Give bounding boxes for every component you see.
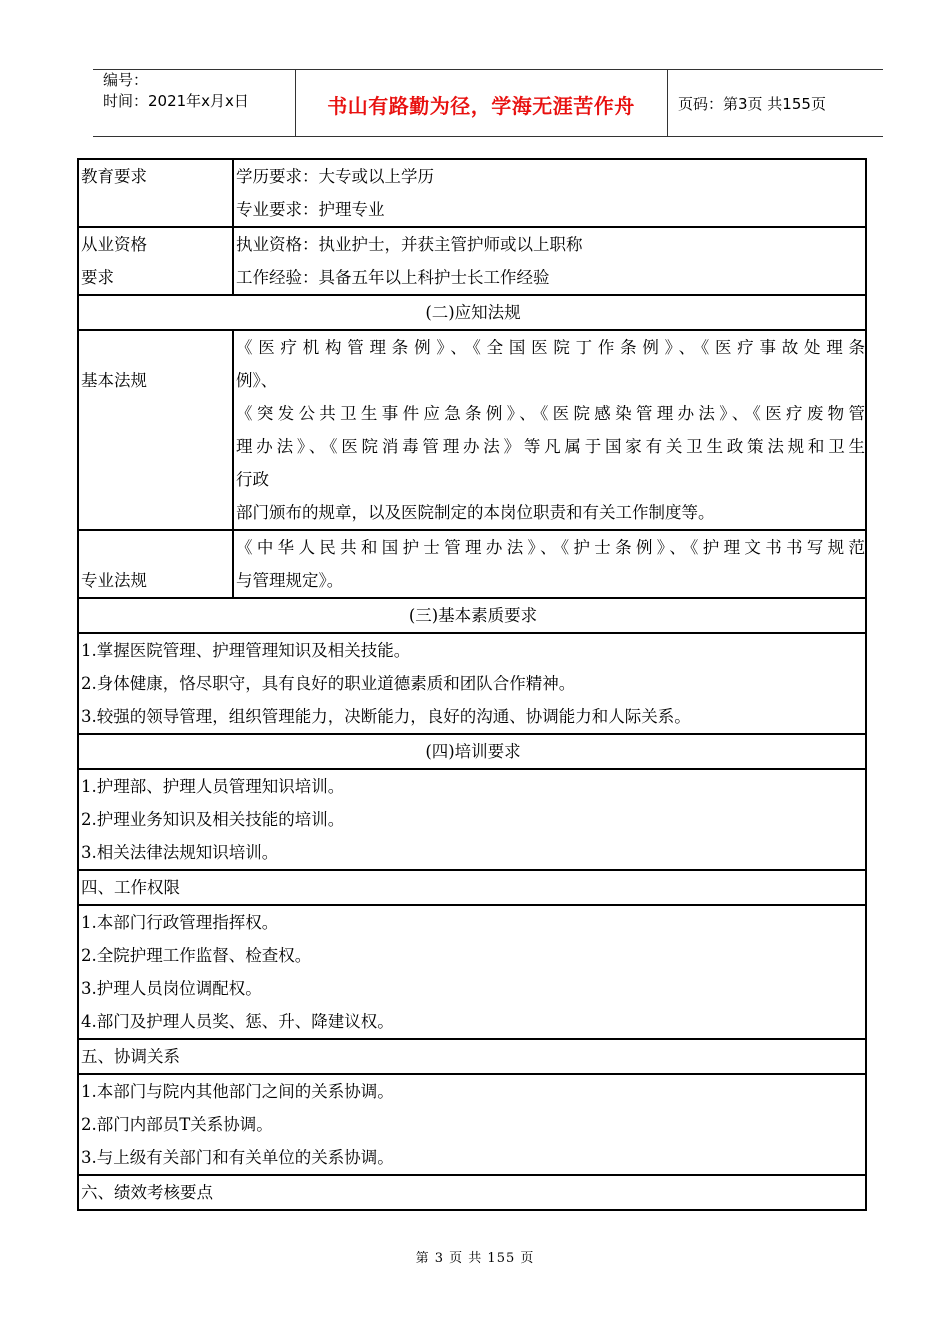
list-item: 1.掌握医院管理、护理管理知识及相关技能。 (81, 641, 411, 660)
list-item: 2.部门内部员T关系协调。 (81, 1115, 273, 1134)
list-item: 2.身体健康，恪尽职守，具有良好的职业道德素质和团队合作精神。 (81, 674, 576, 693)
professional-laws-line: 《中华人民共和国护士管理办法》、《护士条例》、《护理文书书写规范 (236, 538, 865, 557)
qualification-experience: 工作经验：具备五年以上科护士长工作经验 (236, 268, 550, 287)
table-row (78, 870, 866, 905)
list-item: 2.全院护理工作监督、检查权。 (81, 946, 312, 965)
professional-laws-line: 与管理规定》。 (236, 571, 344, 590)
page-footer: 第 3 页 共 155 页 (415, 1251, 535, 1266)
education-major: 专业要求：护理专业 (236, 200, 385, 219)
quality-list (78, 633, 866, 734)
list-item: 1.护理部、护理人员管理知识培训。 (81, 777, 345, 796)
list-item: 3.相关法律法规知识培训。 (81, 843, 279, 862)
quality-section-heading: (三)基本素质要求 (78, 598, 866, 633)
table-row (78, 1175, 866, 1210)
list-item: 1.本部门行政管理指挥权。 (81, 913, 279, 932)
header-page-number: 页码：第3页 共155页 (678, 95, 826, 113)
table-row (78, 227, 866, 295)
table-row (78, 1039, 866, 1074)
table-row (78, 769, 866, 870)
basic-laws-line: 例》、 (236, 371, 278, 390)
professional-laws-label: 专业法规 (78, 530, 233, 598)
qualification-label (78, 227, 233, 295)
qualification-content (233, 227, 866, 295)
list-item: 2.护理业务知识及相关技能的培训。 (81, 810, 345, 829)
basic-laws-line: 行政 (236, 470, 269, 489)
document-time: 时间：2021年x月x日 (103, 92, 249, 110)
list-item: 3.与上级有关部门和有关单位的关系协调。 (81, 1148, 394, 1167)
basic-laws-line: 《突发公共卫生事件应急条例》、《医院感染管理办法》、《医疗废物管 (236, 404, 865, 423)
list-item: 1.本部门与院内其他部门之间的关系协调。 (81, 1082, 394, 1101)
education-content (233, 159, 866, 227)
document-number-label: 编号： (103, 71, 149, 89)
qualification-label-line: 要求 (81, 268, 114, 287)
list-item: 3.较强的领导管理，组织管理能力，决断能力，良好的沟通、协调能力和人际关系。 (81, 707, 691, 726)
header-motto: 书山有路勤为径，学海无涯苦作舟 (327, 94, 635, 118)
basic-laws-content (233, 330, 866, 530)
qualification-license: 执业资格：执业护士，并获主管护师或以上职称 (236, 235, 583, 254)
table-row (78, 734, 866, 769)
table-row (78, 295, 866, 330)
performance-section-heading: 六、绩效考核要点 (78, 1175, 866, 1210)
header-divider (667, 69, 668, 136)
authority-list (78, 905, 866, 1039)
education-label: 教育要求 (78, 159, 233, 227)
table-row (78, 905, 866, 1039)
basic-laws-line: 理办法》、《医院消毒管理办法》等凡属于国家有关卫生政策法规和卫生 (236, 437, 865, 456)
job-description-table (77, 158, 867, 1211)
table-row (78, 633, 866, 734)
table-row (78, 598, 866, 633)
coordination-section-heading: 五、协调关系 (78, 1039, 866, 1074)
training-section-heading: (四)培训要求 (78, 734, 866, 769)
basic-laws-line: 《医疗机构管理条例》、《全国医院丁作条例》、《医疗事故处理条 (236, 338, 865, 357)
list-item: 3.护理人员岗位调配权。 (81, 979, 262, 998)
header-bottom-rule (93, 136, 883, 137)
header-meta (103, 70, 249, 112)
table-row (78, 330, 866, 530)
professional-laws-content (233, 530, 866, 598)
basic-laws-line: 部门颁布的规章，以及医院制定的本岗位职责和有关工作制度等。 (236, 503, 715, 522)
coordination-list (78, 1074, 866, 1175)
table-row (78, 530, 866, 598)
education-degree: 学历要求：大专或以上学历 (236, 167, 434, 186)
basic-laws-label: 基本法规 (78, 330, 233, 530)
qualification-label-line: 从业资格 (81, 235, 147, 254)
authority-section-heading: 四、工作权限 (78, 870, 866, 905)
laws-section-heading: (二)应知法规 (78, 295, 866, 330)
list-item: 4.部门及护理人员奖、惩、升、降建议权。 (81, 1012, 394, 1031)
table-row (78, 1074, 866, 1175)
training-list (78, 769, 866, 870)
table-row (78, 159, 866, 227)
